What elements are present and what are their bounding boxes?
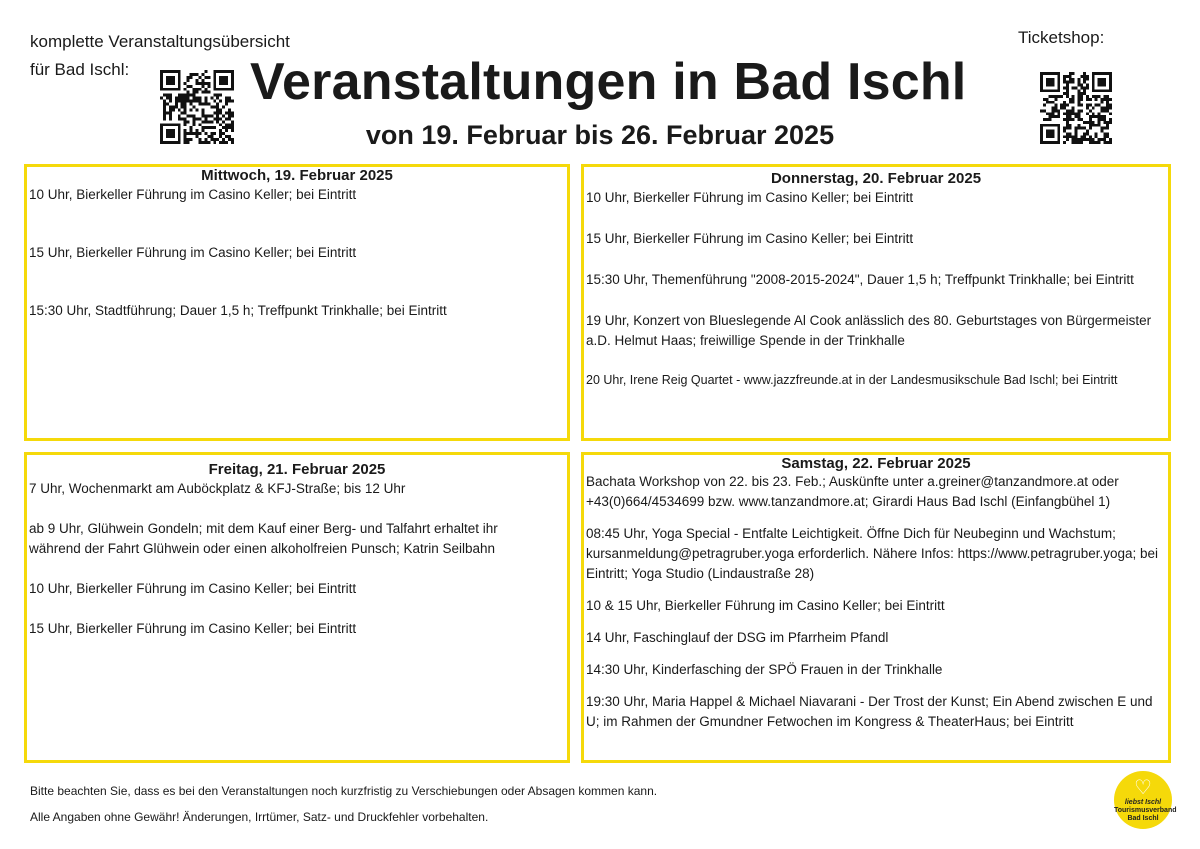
- logo-line2: Bad Ischl: [1127, 815, 1159, 822]
- event-item: Bachata Workshop von 22. bis 23. Feb.; Auskünfte unter a.greiner@tanzandmore.at oder +43(0)664/4534699 bzw. www.tanzandmore.at; Girardi Haus Bad Ischl (Einfangbühel 1): [586, 474, 1119, 509]
- heart-icon: ♡: [1134, 777, 1152, 799]
- day-box-saturday: [581, 452, 1171, 763]
- event-item: 15 Uhr, Bierkeller Führung im Casino Keller; bei Eintritt: [586, 231, 914, 246]
- event-item: 10 Uhr, Bierkeller Führung im Casino Keller; bei Eintritt: [29, 187, 357, 202]
- day-heading: Freitag, 21. Februar 2025: [208, 461, 386, 478]
- event-item: 10 & 15 Uhr, Bierkeller Führung im Casino Keller; bei Eintritt: [586, 598, 945, 613]
- ticketshop-label: Ticketshop:: [1018, 28, 1105, 47]
- event-item: 08:45 Uhr, Yoga Special - Entfalte Leichtigkeit. Öffne Dich für Neubeginn und Wachstum; kursanmeldung@petragruber.yoga erforderlich. Nähere Infos: https://www.petragruber.yoga; bei Eintritt; Yoga Studio (Lindaustraße 28): [586, 526, 1159, 581]
- event-item: 19 Uhr, Konzert von Blueslegende Al Cook anlässlich des 80. Geburtstages von Bürgermeister a.D. Helmut Haas; freiwillige Spende in der Trinkhalle: [586, 313, 1152, 348]
- tourism-association-logo: [1114, 771, 1177, 829]
- event-item: 20 Uhr, Irene Reig Quartet - www.jazzfreunde.at in der Landesmusikschule Bad Ischl; bei Eintritt: [586, 373, 1118, 387]
- event-item: 15 Uhr, Bierkeller Führung im Casino Keller; bei Eintritt: [29, 245, 357, 260]
- logo-script: liebst Ischl: [1124, 799, 1162, 806]
- footer-note-changes: Bitte beachten Sie, dass es bei den Veranstaltungen noch kurzfristig zu Verschiebungen oder Absagen kommen kann.: [30, 784, 658, 798]
- day-box-friday: [24, 452, 570, 763]
- page-subtitle: von 19. Februar bis 26. Februar 2025: [365, 120, 835, 150]
- day-box-wednesday: [24, 164, 570, 441]
- event-item: 14:30 Uhr, Kinderfasching der SPÖ Frauen in der Trinkhalle: [586, 662, 943, 677]
- day-box-thursday: [581, 164, 1171, 441]
- footer-note-disclaimer: Alle Angaben ohne Gewähr! Änderungen, Irrtümer, Satz- und Druckfehler vorbehalten.: [30, 810, 489, 824]
- event-item: 10 Uhr, Bierkeller Führung im Casino Keller; bei Eintritt: [586, 190, 914, 205]
- page-title: Veranstaltungen in Bad Ischl: [250, 53, 967, 111]
- event-item: ab 9 Uhr, Glühwein Gondeln; mit dem Kauf einer Berg- und Talfahrt erhaltet ihr während der Fahrt Glühwein oder einen alkoholfreien Punsch; Katrin Seilbahn: [29, 521, 498, 556]
- overview-label-line1: komplette Veranstaltungsübersicht: [30, 32, 290, 51]
- event-item: 14 Uhr, Faschinglauf der DSG im Pfarrheim Pfandl: [586, 630, 889, 645]
- event-item: 15:30 Uhr, Themenführung "2008-2015-2024", Dauer 1,5 h; Treffpunkt Trinkhalle; bei Eintritt: [586, 272, 1134, 287]
- day-heading: Samstag, 22. Februar 2025: [781, 455, 971, 472]
- day-heading: Donnerstag, 20. Februar 2025: [770, 170, 982, 187]
- event-item: 19:30 Uhr, Maria Happel & Michael Niavarani - Der Trost der Kunst; Ein Abend zwischen E und U; im Rahmen der Gmundner Fetwochen im Kongress & TheaterHaus; bei Eintritt: [586, 694, 1153, 729]
- logo-line1: Tourismusverband: [1114, 807, 1177, 814]
- event-item: 10 Uhr, Bierkeller Führung im Casino Keller; bei Eintritt: [29, 581, 357, 596]
- event-item: 15:30 Uhr, Stadtführung; Dauer 1,5 h; Treffpunkt Trinkhalle; bei Eintritt: [29, 303, 447, 318]
- overview-label-line2: für Bad Ischl:: [30, 60, 130, 79]
- day-heading: Mittwoch, 19. Februar 2025: [201, 167, 393, 184]
- event-item: 15 Uhr, Bierkeller Führung im Casino Keller; bei Eintritt: [29, 621, 357, 636]
- event-item: 7 Uhr, Wochenmarkt am Auböckplatz & KFJ-Straße; bis 12 Uhr: [29, 481, 406, 496]
